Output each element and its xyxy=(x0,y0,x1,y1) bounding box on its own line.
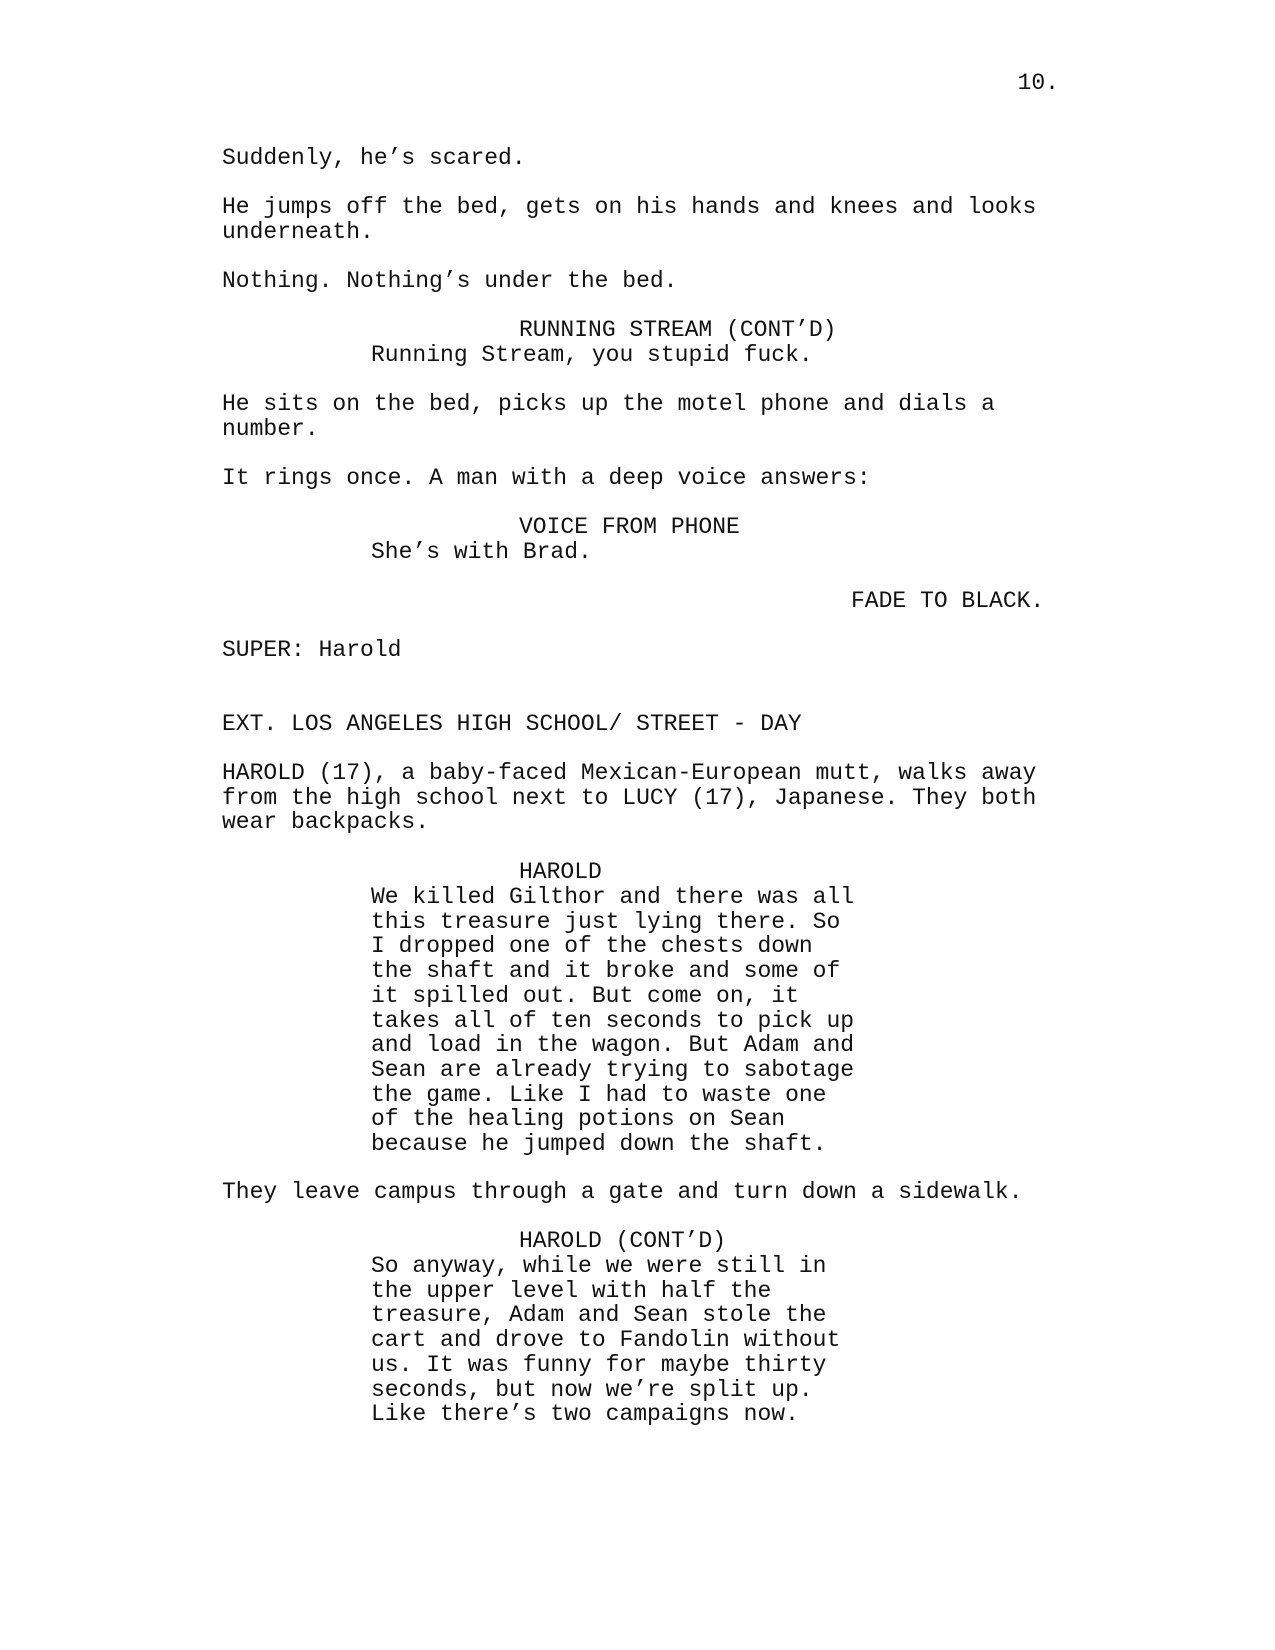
transition: FADE TO BLACK. xyxy=(851,588,1045,614)
dialogue: We killed Gilthor and there was all this treasure just lying there. So I dropped one of the chests down the shaft and it broke and some of it spilled out. But come on, it takes all of ten seconds to pick up and load in the wagon. But Adam and Sean are already trying to sabotage the game. Like I had to waste one of the healing potions on Sean because he jumped down the shaft. xyxy=(371,884,855,1158)
character-cue: HAROLD (CONT’D) xyxy=(519,1228,727,1254)
action-line: Suddenly, he’s scared. xyxy=(222,145,526,171)
page-number: 10. xyxy=(1017,70,1059,96)
dialogue: So anyway, while we were still in the upper level with half the treasure, Adam and Sean stole the cart and drove to Fandolin without us. It was funny for maybe thirty seconds, but now we’re split up. Like there’s two campaigns now. xyxy=(371,1253,841,1428)
action-line: HAROLD (17), a baby-faced Mexican-European mutt, walks away from the high school next to LUCY (17), Japanese. They both wear backpacks. xyxy=(222,760,1037,836)
action-line: Nothing. Nothing’s under the bed. xyxy=(222,268,678,294)
character-cue: RUNNING STREAM (CONT’D) xyxy=(519,317,837,343)
dialogue: Running Stream, you stupid fuck. xyxy=(371,342,813,368)
scene-heading: EXT. LOS ANGELES HIGH SCHOOL/ STREET - DAY xyxy=(222,711,802,737)
action-line: He sits on the bed, picks up the motel phone and dials a number. xyxy=(222,391,995,442)
character-cue: HAROLD xyxy=(519,859,602,885)
super-title: SUPER: Harold xyxy=(222,637,402,663)
dialogue: She’s with Brad. xyxy=(371,539,592,565)
action-line: They leave campus through a gate and turn down a sidewalk. xyxy=(222,1179,1023,1205)
action-line: He jumps off the bed, gets on his hands and knees and looks underneath. xyxy=(222,194,1037,245)
action-line: It rings once. A man with a deep voice answers: xyxy=(222,465,871,491)
character-cue: VOICE FROM PHONE xyxy=(519,514,740,540)
